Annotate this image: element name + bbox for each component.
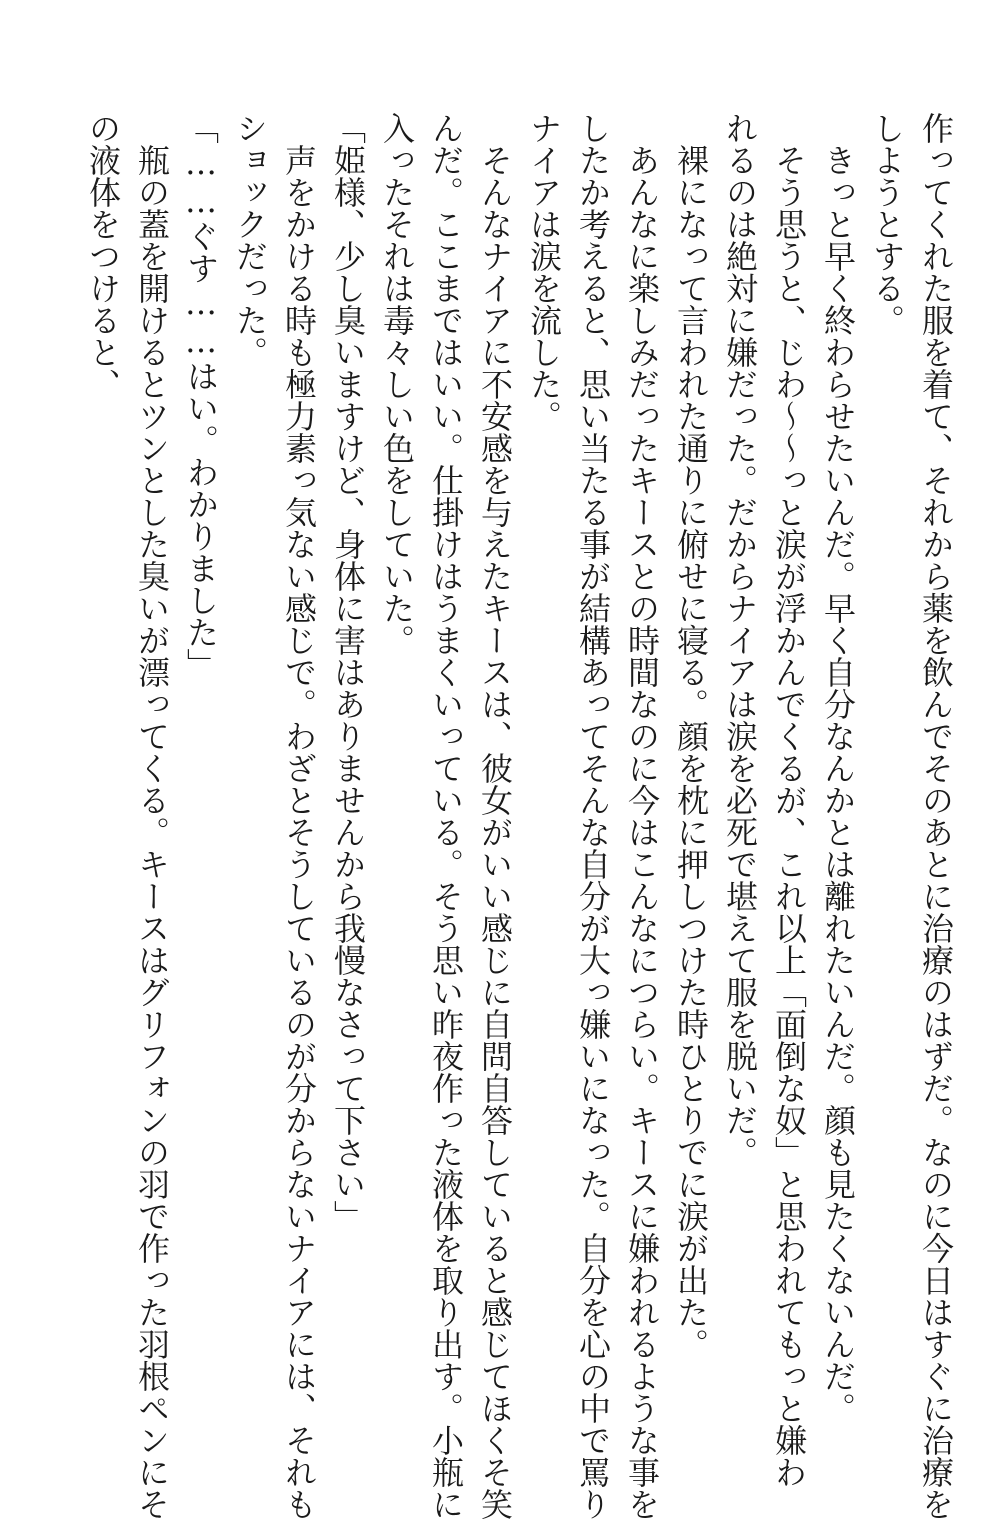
text-line: したか考えると、思い当たる事が結構あってそんな自分が大っ嫌いになった。自分を心の中で罵り bbox=[574, 112, 612, 1520]
text-line: 入ったそれは毒々しい色をしていた。 bbox=[378, 112, 416, 656]
text-line: 「姫様、少し臭いますけど、身体に害はありませんから我慢なさって下さい」 bbox=[329, 112, 367, 1232]
text-line: あんなに楽しみだったキースとの時間なのに今はこんなにつらい。キースに嫌われるような事を bbox=[623, 112, 661, 1520]
text-line: の液体をつけると、 bbox=[84, 112, 122, 400]
text-line: 作ってくれた服を着て、それから薬を飲んでそのあとに治療のはずだ。なのに今日はすぐに治療を bbox=[917, 112, 955, 1520]
text-line: きっと早く終わらせたいんだ。早く自分なんかとは離れたいんだ。顔も見たくないんだ。 bbox=[819, 112, 857, 1424]
text-line: 声をかける時も極力素っ気ない感じで。わざとそうしているのが分からないナイアには、それも bbox=[280, 112, 318, 1520]
text-line: 瓶の蓋を開けるとツンとした臭いが漂ってくる。キースはグリフォンの羽で作った羽根ペンにそ bbox=[133, 112, 171, 1520]
text-line: んだ。ここまではいい。仕掛けはうまくいっている。そう思い昨夜作った液体を取り出す。小瓶に bbox=[427, 112, 465, 1520]
text-line: ナイアは涙を流した。 bbox=[525, 112, 563, 432]
vertical-text-body bbox=[78, 112, 960, 1520]
text-line: そんなナイアに不安感を与えたキースは、彼女がいい感じに自問自答していると感じてほくそ笑 bbox=[476, 112, 514, 1520]
text-line: ショックだった。 bbox=[231, 112, 269, 368]
text-line: しようとする。 bbox=[868, 112, 906, 336]
text-line: れるのは絶対に嫌だった。だからナイアは涙を必死で堪えて服を脱いだ。 bbox=[721, 112, 759, 1168]
text-line: 「……ぐす……はい。わかりました」 bbox=[182, 112, 220, 680]
text-line: 裸になって言われた通りに俯せに寝る。顔を枕に押しつけた時ひとりでに涙が出た。 bbox=[672, 112, 710, 1360]
text-line: そう思うと、じわ〜〜っと涙が浮かんでくるが、これ以上「面倒な奴」と思われてもっと嫌わ bbox=[770, 112, 808, 1488]
